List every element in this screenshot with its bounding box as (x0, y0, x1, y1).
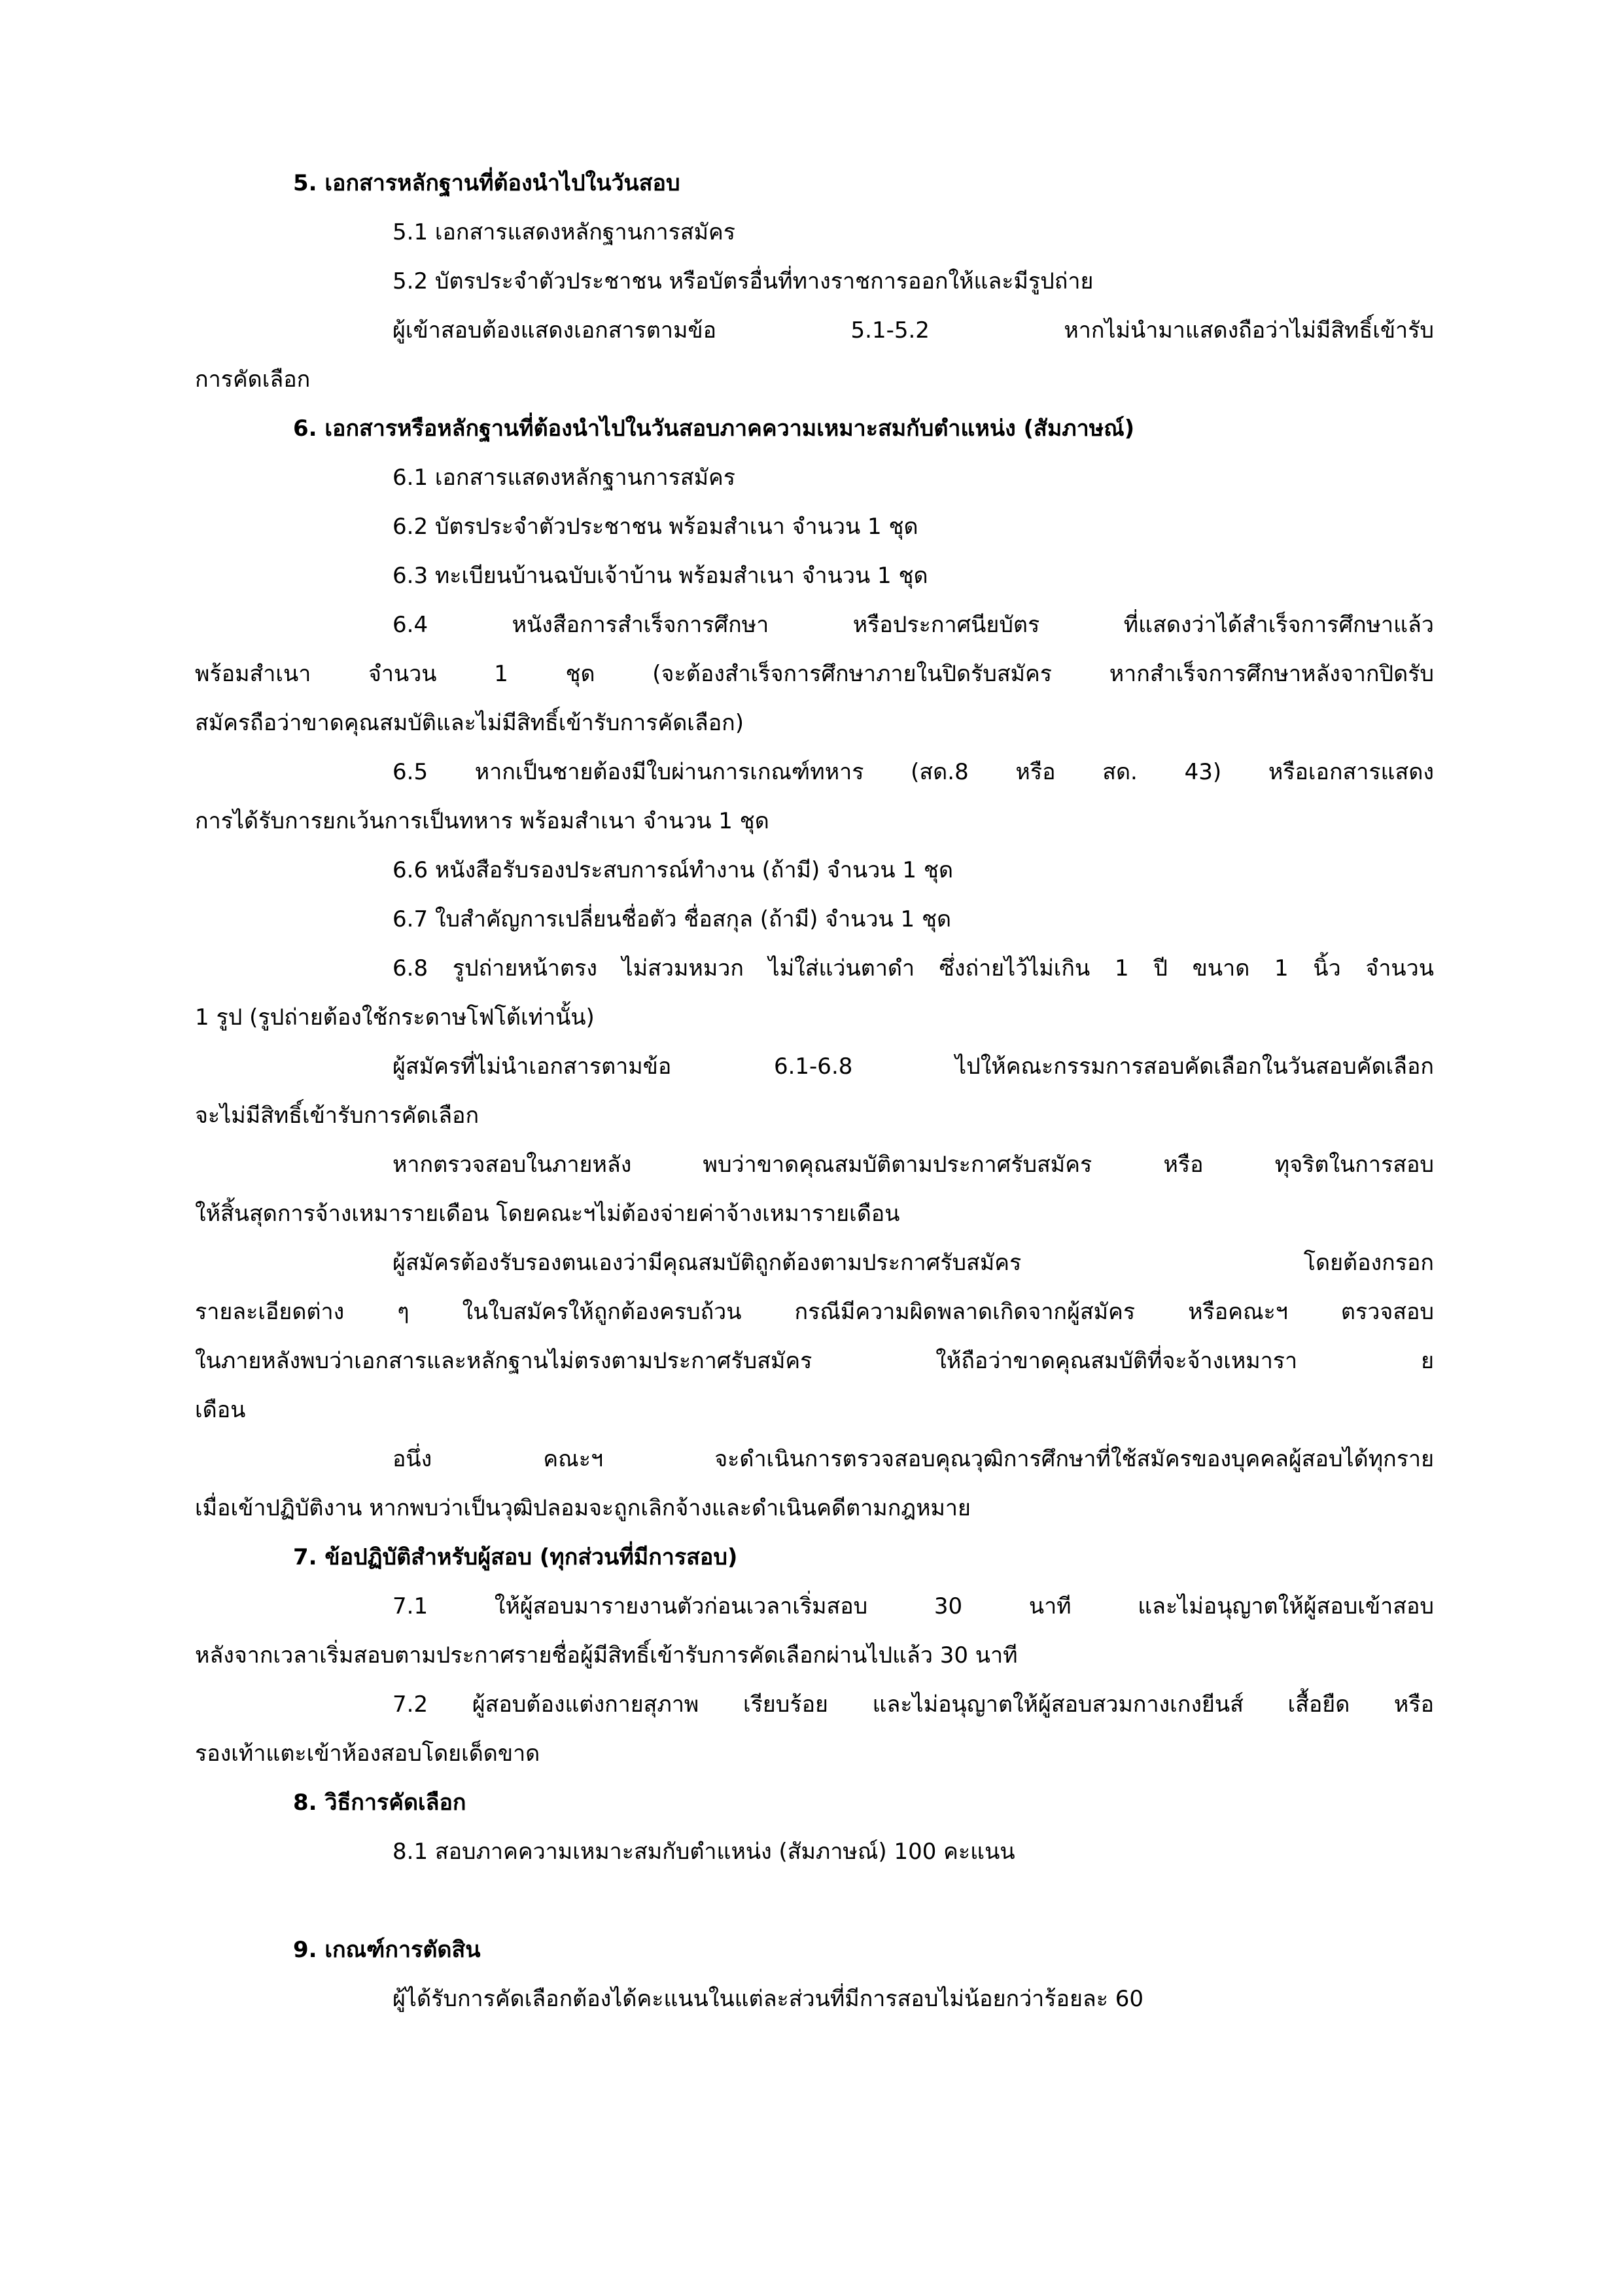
section-7-heading: 7. ข้อปฏิบัติสำหรับผู้สอบ (ทุกส่วนที่มีการสอบ) (293, 1544, 738, 1570)
paragraph-3-line-4: เดือน (195, 1397, 246, 1423)
item-5-2: 5.2 บัตรประจำตัวประชาชน หรือบัตรอื่นที่ทางราชการออกให้และมีรูปถ่าย (393, 268, 1094, 294)
section-6-heading: 6. เอกสารหรือหลักฐานที่ต้องนำไปในวันสอบภาคความเหมาะสมกับตำแหน่ง (สัมภาษณ์) (293, 415, 1135, 442)
paragraph-1-line-2: จะไม่มีสิทธิ์เข้ารับการคัดเลือก (195, 1103, 480, 1129)
item-6-5-line-2: การได้รับการยกเว้นการเป็นทหาร พร้อมสำเนา จำนวน 1 ชุด (195, 808, 769, 834)
item-6-3: 6.3 ทะเบียนบ้านฉบับเจ้าบ้าน พร้อมสำเนา จำนวน 1 ชุด (393, 563, 928, 589)
paragraph-3-line-1: ผู้สมัครต้องรับรองตนเองว่ามีคุณสมบัติถูกต้องตามประกาศรับสมัคร โดยต้องกรอก (393, 1250, 1434, 1276)
item-6-2: 6.2 บัตรประจำตัวประชาชน พร้อมสำเนา จำนวน 1 ชุด (393, 514, 918, 540)
item-6-4-line-2: พร้อมสำเนา จำนวน 1 ชุด (จะต้องสำเร็จการศึกษาภายในปิดรับสมัคร หากสำเร็จการศึกษาหลังจากปิดรับ (195, 661, 1434, 687)
paragraph-1-line-1: ผู้สมัครที่ไม่นำเอกสารตามข้อ 6.1-6.8 ไปให้คณะกรรมการสอบคัดเลือกในวันสอบคัดเลือก (393, 1053, 1434, 1080)
paragraph-3-line-3: ในภายหลังพบว่าเอกสารและหลักฐานไม่ตรงตามประกาศรับสมัคร ให้ถือว่าขาดคุณสมบัติที่จะจ้างเหมารา ย (195, 1348, 1434, 1374)
section-5-note-line-2: การคัดเลือก (195, 366, 311, 393)
item-6-5-line-1: 6.5 หากเป็นชายต้องมีใบผ่านการเกณฑ์ทหาร (สด.8 หรือ สด. 43) หรือเอกสารแสดง (393, 759, 1434, 785)
item-6-8-line-1: 6.8 รูปถ่ายหน้าตรง ไม่สวมหมวก ไม่ใส่แว่นตาดำ ซึ่งถ่ายไว้ไม่เกิน 1 ปี ขนาด 1 นิ้ว จำนวน (393, 955, 1434, 981)
section-5-heading: 5. เอกสารหลักฐานที่ต้องนำไปในวันสอบ (293, 170, 680, 196)
item-7-1-line-2: หลังจากเวลาเริ่มสอบตามประกาศรายชื่อผู้มีสิทธิ์เข้ารับการคัดเลือกผ่านไปแล้ว 30 นาที (195, 1642, 1018, 1669)
paragraph-4-line-1: อนึ่ง คณะฯ จะดำเนินการตรวจสอบคุณวุฒิการศึกษาที่ใช้สมัครของบุคคลผู้สอบได้ทุกราย (393, 1446, 1434, 1472)
item-7-2-line-2: รองเท้าแตะเข้าห้องสอบโดยเด็ดขาด (195, 1740, 540, 1767)
section-5-note-line-1: ผู้เข้าสอบต้องแสดงเอกสารตามข้อ 5.1-5.2 หากไม่นำมาแสดงถือว่าไม่มีสิทธิ์เข้ารับ (393, 317, 1434, 344)
item-6-7: 6.7 ใบสำคัญการเปลี่ยนชื่อตัว ชื่อสกุล (ถ้ามี) จำนวน 1 ชุด (393, 906, 952, 932)
paragraph-3-line-2: รายละเอียดต่าง ๆ ในใบสมัครให้ถูกต้องครบถ้วน กรณีมีความผิดพลาดเกิดจากผู้สมัคร หรือคณะฯ ตรวจสอบ (195, 1299, 1434, 1325)
item-5-1: 5.1 เอกสารแสดงหลักฐานการสมัคร (393, 219, 735, 245)
section-9-body: ผู้ได้รับการคัดเลือกต้องได้คะแนนในแต่ละส่วนที่มีการสอบไม่น้อยกว่าร้อยละ 60 (393, 1986, 1144, 2012)
item-7-2-line-1: 7.2 ผู้สอบต้องแต่งกายสุภาพ เรียบร้อย และไม่อนุญาตให้ผู้สอบสวมกางเกงยีนส์ เสื้อยืด หรือ (393, 1691, 1434, 1718)
section-8-heading: 8. วิธีการคัดเลือก (293, 1790, 466, 1816)
paragraph-4-line-2: เมื่อเข้าปฏิบัติงาน หากพบว่าเป็นวุฒิปลอมจะถูกเลิกจ้างและดำเนินคดีตามกฎหมาย (195, 1495, 971, 1521)
paragraph-2-line-2: ให้สิ้นสุดการจ้างเหมารายเดือน โดยคณะฯไม่ต้องจ่ายค่าจ้างเหมารายเดือน (195, 1201, 900, 1227)
item-6-4-line-3: สมัครถือว่าขาดคุณสมบัติและไม่มีสิทธิ์เข้ารับการคัดเลือก) (195, 710, 744, 736)
item-6-4-line-1: 6.4 หนังสือการสำเร็จการศึกษา หรือประกาศนียบัตร ที่แสดงว่าได้สำเร็จการศึกษาแล้ว (393, 612, 1434, 638)
item-6-6: 6.6 หนังสือรับรองประสบการณ์ทำงาน (ถ้ามี) จำนวน 1 ชุด (393, 857, 954, 883)
item-6-1: 6.1 เอกสารแสดงหลักฐานการสมัคร (393, 465, 735, 491)
item-7-1-line-1: 7.1 ให้ผู้สอบมารายงานตัวก่อนเวลาเริ่มสอบ 30 นาที และไม่อนุญาตให้ผู้สอบเข้าสอบ (393, 1593, 1434, 1619)
section-9-heading: 9. เกณฑ์การตัดสิน (293, 1937, 481, 1963)
item-8-1: 8.1 สอบภาคความเหมาะสมกับตำแหน่ง (สัมภาษณ์) 100 คะแนน (393, 1839, 1015, 1865)
item-6-8-line-2: 1 รูป (รูปถ่ายต้องใช้กระดาษโฟโต้เท่านั้น) (195, 1004, 595, 1031)
paragraph-2-line-1: หากตรวจสอบในภายหลัง พบว่าขาดคุณสมบัติตามประกาศรับสมัคร หรือ ทุจริตในการสอบ (393, 1152, 1434, 1178)
